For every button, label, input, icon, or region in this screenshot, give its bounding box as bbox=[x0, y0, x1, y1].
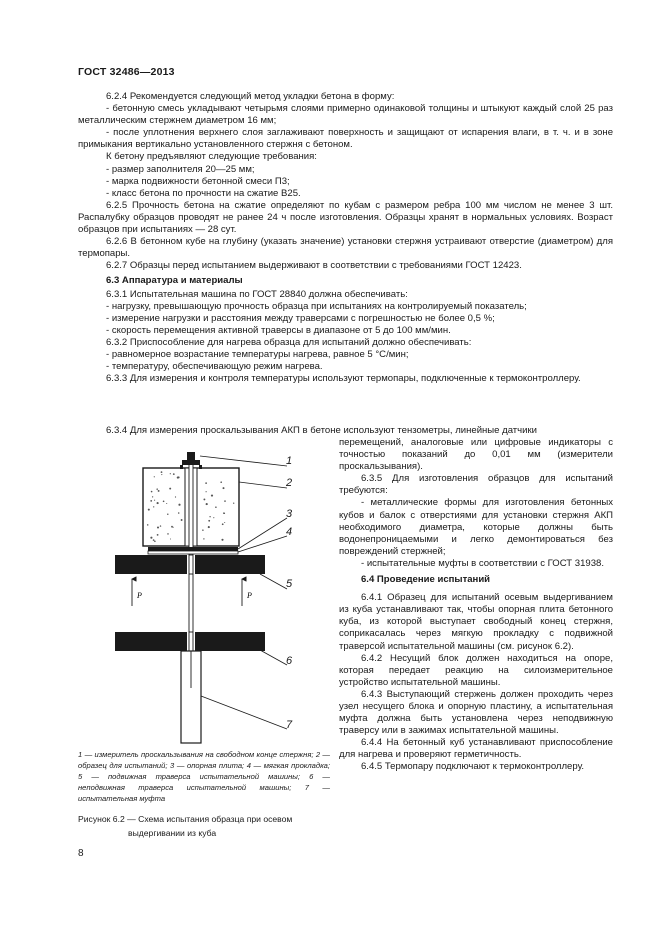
label-7: 7 bbox=[286, 719, 293, 731]
caption-line-2: выдергивании из куба bbox=[128, 828, 217, 838]
aggregate-dot bbox=[208, 520, 210, 522]
aggregate-dot bbox=[161, 474, 162, 475]
aggregate-dot bbox=[220, 481, 222, 483]
paragraph: 6.3.5 Для изготовления образцов для испытаний требуются: bbox=[339, 473, 613, 497]
paragraph: 6.2.5 Прочность бетона на сжатие определяют по кубам с размером ребра 100 мм числом не менее 3 шт. Распалубку образцов проводят не ранее 24 ч после изготовления. Образцы хранят в нормальных условиях. Возраст образцов при испытаниях — 28 сут. bbox=[78, 199, 613, 236]
aggregate-dot bbox=[157, 502, 159, 504]
aggregate-dot bbox=[175, 496, 176, 497]
paragraph: - размер заполнителя 20—25 мм; bbox=[106, 163, 255, 175]
aggregate-dot bbox=[150, 537, 152, 539]
paragraph: - марка подвижности бетонной смеси П3; bbox=[106, 175, 290, 187]
aggregate-dot bbox=[181, 519, 183, 521]
aggregate-dot bbox=[203, 498, 205, 500]
bearing-plate bbox=[148, 547, 238, 551]
aggregate-dot bbox=[169, 488, 171, 490]
paragraph: - испытательные муфты в соответствии с ГОСТ 31938. bbox=[361, 557, 604, 569]
figure-legend: 1 — измеритель проскальзывания на свободном конце стержня; 2 — образец для испытаний; 3 — опорная плита; 4 — мягкая прокладка; 5 — подвижная траверса испытательной машины; 6 — неподвижная траверса испытательной машины; 7 — испытательная муфта bbox=[78, 750, 330, 803]
aggregate-dot bbox=[170, 473, 171, 474]
aggregate-dot bbox=[170, 539, 171, 540]
paragraph: перемещений, аналоговые или цифровые индикаторы с точностью показаний до 0,01 мм (измерители проскальзывания). bbox=[339, 437, 613, 473]
soft-pad bbox=[148, 551, 238, 554]
aggregate-dot bbox=[222, 523, 224, 525]
paragraph: К бетону предъявляют следующие требования: bbox=[106, 151, 317, 163]
paragraph: - скорость перемещения активной траверсы в диапазоне от 5 до 100 мм/мин. bbox=[106, 324, 451, 336]
paragraph-6-3-4-first-line bbox=[78, 425, 613, 437]
paragraph: 6.4.2 Несущий блок должен находиться на опоре, которая передает реакцию на силоизмерительное устройство испытательной машины. bbox=[339, 652, 613, 688]
aggregate-dot bbox=[148, 509, 150, 511]
aggregate-dot bbox=[211, 495, 213, 497]
paragraph: - равномерное возрастание температуры нагрева, равное 5 °С/мин; bbox=[106, 348, 409, 360]
aggregate-dot bbox=[178, 504, 180, 506]
aggregate-dot bbox=[154, 476, 155, 477]
aggregate-dot bbox=[147, 524, 149, 526]
test-scheme-diagram bbox=[110, 446, 310, 746]
aggregate-dot bbox=[160, 525, 161, 526]
aggregate-dot bbox=[167, 533, 169, 535]
figure-caption bbox=[78, 812, 330, 840]
paragraph: - нагрузку, превышающую прочность образца при испытаниях на контролируемый показатель; bbox=[106, 300, 527, 312]
aggregate-dot bbox=[233, 503, 234, 504]
paragraph: 6.4.4 На бетонный куб устанавливают приспособление для нагрева и проверяют герметичность. bbox=[339, 737, 613, 761]
paragraph: 6.3.3 Для измерения и контроля температуры используют термопары, подключенные к термоконтроллеру. bbox=[106, 373, 581, 385]
label-4: 4 bbox=[286, 526, 293, 538]
paragraph: - температуру, обеспечивающую режим нагрева. bbox=[106, 361, 323, 373]
aggregate-dot bbox=[224, 500, 226, 502]
aggregate-dot bbox=[150, 500, 152, 502]
label-2: 2 bbox=[286, 477, 293, 489]
aggregate-dot bbox=[156, 488, 158, 490]
paragraph: 6.2.7 Образцы перед испытанием выдерживают в соответствии с требованиями ГОСТ 12423. bbox=[106, 260, 522, 272]
force-label-right: P bbox=[247, 591, 252, 600]
aggregate-dot bbox=[167, 513, 168, 514]
page-number: 8 bbox=[78, 848, 84, 859]
aggregate-dot bbox=[206, 503, 208, 505]
aggregate-dot bbox=[208, 526, 210, 528]
label-3: 3 bbox=[286, 508, 293, 520]
aggregate-dot bbox=[152, 496, 153, 497]
aggregate-dot bbox=[223, 512, 225, 514]
label-6: 6 bbox=[286, 655, 293, 667]
aggregate-dot bbox=[205, 482, 207, 484]
force-label-left: P bbox=[137, 591, 142, 600]
figure-6-2 bbox=[110, 446, 310, 746]
label-5: 5 bbox=[286, 578, 293, 590]
right-text-column bbox=[339, 437, 613, 774]
paragraph: 6.2.6 В бетонном кубе на глубину (указать значение) установки стержня устраивают отверстие (диаметром) для термопары. bbox=[78, 236, 613, 260]
aggregate-dot bbox=[209, 516, 210, 517]
aggregate-dot bbox=[173, 473, 175, 475]
aggregate-dot bbox=[154, 541, 156, 543]
aggregate-dot bbox=[151, 491, 153, 493]
paragraph: 6.4.5 Термопару подключают к термоконтроллеру. bbox=[361, 761, 585, 773]
aggregate-dot bbox=[158, 490, 160, 492]
aggregate-dot bbox=[166, 503, 167, 504]
aggregate-dot bbox=[178, 512, 180, 514]
paragraph: 6.3.2 Приспособление для нагрева образца для испытаний должно обеспечивать: bbox=[106, 336, 472, 348]
aggregate-dot bbox=[173, 527, 174, 528]
aggregate-dot bbox=[163, 500, 165, 502]
caption-line-1: Рисунок 6.2 — Схема испытания образца при осевом bbox=[78, 814, 293, 824]
aggregate-dot bbox=[213, 517, 214, 518]
paragraph: 6.2.4 Рекомендуется следующий метод укладки бетона в форму: bbox=[106, 91, 395, 102]
aggregate-dot bbox=[157, 526, 159, 528]
aggregate-dot bbox=[203, 538, 204, 539]
aggregate-dot bbox=[202, 529, 204, 531]
paragraph: - металлические формы для изготовления бетонных кубов и балок с отверстиями для установки стержня АКП необходимого диаметра, которые должны быть водонепроницаемыми и легко демонтироваться без повреждений стержней; bbox=[339, 497, 613, 557]
aggregate-dot bbox=[161, 471, 163, 473]
label-1: 1 bbox=[286, 455, 293, 467]
paragraph: - после уплотнения верхнего слоя заглаживают поверхность и защищают от испарения влаги, в т. ч. и в зоне примыкания вертикально установленного стержня с бетоном. bbox=[78, 127, 613, 151]
document-header: ГОСТ 32486—2013 bbox=[78, 66, 175, 78]
section-heading: 6.4 Проведение испытаний bbox=[361, 574, 491, 586]
aggregate-dot bbox=[215, 506, 217, 508]
aggregate-dot bbox=[223, 487, 225, 489]
aggregate-dot bbox=[153, 506, 154, 507]
aggregate-dot bbox=[154, 500, 155, 501]
section-heading: 6.3 Аппаратура и материалы bbox=[106, 275, 243, 287]
paragraph: 6.3.1 Испытательная машина по ГОСТ 28840 должна обеспечивать: bbox=[106, 288, 408, 300]
aggregate-dot bbox=[221, 539, 223, 541]
paragraph: 6.4.3 Выступающий стержень должен проходить через узел несущего блока и опорную пластину, а испытательная муфта должна быть установлена через неподвижную траверсу или в зажимах испытательной машины. bbox=[339, 688, 613, 737]
paragraph: 6.3.4 Для измерения проскальзывания АКП в бетоне используют тензометры, линейные датчики bbox=[106, 425, 537, 436]
aggregate-dot bbox=[206, 491, 207, 492]
aggregate-dot bbox=[153, 539, 155, 541]
paragraph: - измерение нагрузки и расстояния между траверсами с погрешностью не более 0,5 %; bbox=[106, 312, 495, 324]
paragraph: - бетонную смесь укладывают четырьмя слоями примерно одинаковой толщины и штыкуют каждый слой 25 раз металлическим стержнем диаметром 16 мм; bbox=[78, 103, 613, 127]
top-text-block bbox=[78, 91, 613, 385]
aggregate-dot bbox=[224, 522, 225, 523]
aggregate-dot bbox=[178, 476, 180, 478]
paragraph: - класс бетона по прочности на сжатие В25. bbox=[106, 187, 301, 199]
aggregate-dot bbox=[157, 534, 159, 536]
paragraph: 6.4.1 Образец для испытаний осевым выдергиванием из куба устанавливают так, чтобы опорная плита бетонного куба, из которой выступает свободный конец стержня, соприкасалась через мягкую прокладку с подвижной траверсой испытательной машины (см. рисунок 6.2). bbox=[339, 592, 613, 652]
